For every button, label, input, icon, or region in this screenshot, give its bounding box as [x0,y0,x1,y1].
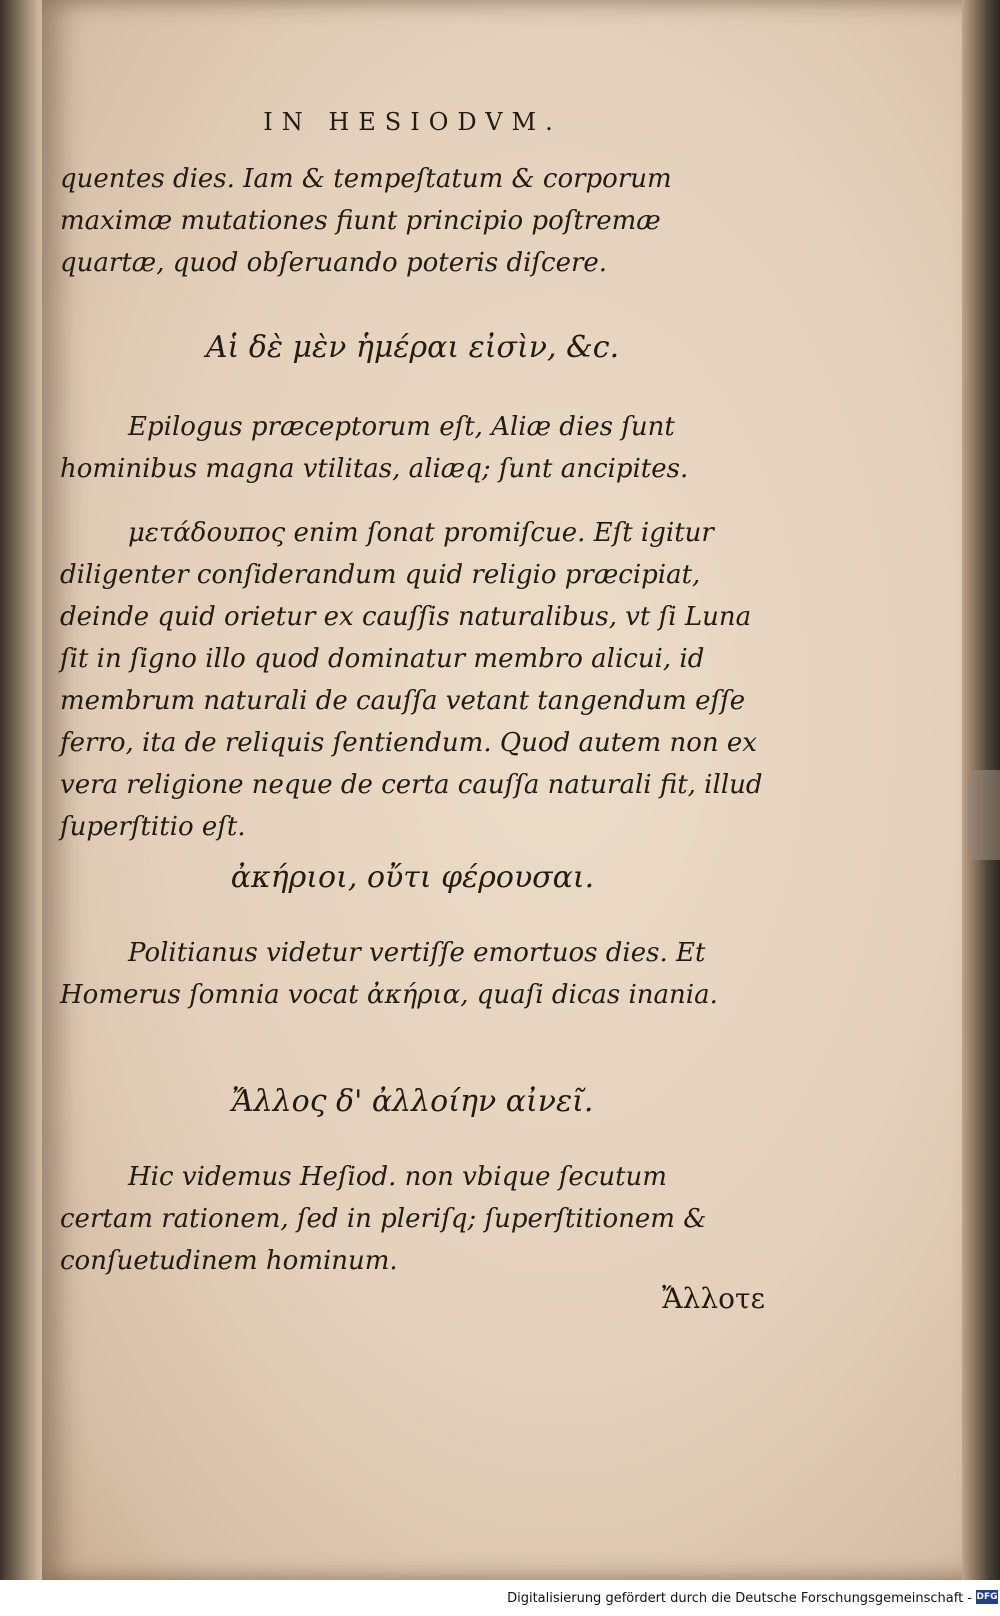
paragraph-text: Hic videmus Heſiod. non vbique ſecutum certam rationem, ſed in pleriſq; ſuperſtitionem & conſuetudinem hominum. [60,1162,707,1276]
paragraph-4 [60,932,765,1016]
catchword: Ἄλλοτε [662,1282,765,1315]
digitization-footer [0,1580,1000,1616]
greek-lemma-1: Αἱ δὲ μὲν ἡμέραι εἰσὶν, &c. [205,330,620,365]
paragraph-1 [60,158,765,284]
paragraph-text: Politianus videtur vertiſſe emortuos dies. Et Homerus ſomnia vocat ἀκήρια, quaſi dicas inania. [60,938,718,1010]
running-title: IN HESIODVM. [263,108,562,136]
paragraph-text: quentes dies. Iam & tempeſtatum & corporum maximæ mutationes fiunt principio poſtremæ quartæ, quod obſeruando poteris diſcere. [60,164,672,278]
left-page-edge [0,0,48,1580]
page-tab-marker [968,770,1000,860]
funding-credit: Digitalisierung gefördert durch die Deutsche Forschungsgemeinschaft - [507,1591,972,1606]
paragraph-2 [60,406,765,490]
dfg-logo: DFG [976,1592,998,1602]
paragraph-text: Epilogus præceptorum eſt, Aliæ dies ſunt hominibus magna vtilitas, aliæq; ſunt ancipites. [60,412,689,484]
paragraph-text: μετάδουπος enim ſonat promiſcue. Eſt igitur diligenter conſiderandum quid religio præcipiat, deinde quid orietur ex cauſſis naturalibus, vt ſi Luna ſit in ſigno illo quod dominatur membro alicui, id membrum naturali de cauſſa vetant tangendum eſſe ferro, ita de reliquis ſentiendum. Quod autem non ex vera religione neque de certa cauſſa naturali fit, illud ſuperſtitio eſt. [60,518,763,842]
greek-lemma-2: ἀκήριοι, οὔτι φέρουσαι. [230,860,595,895]
paragraph-3 [60,512,765,848]
paragraph-5 [60,1156,765,1282]
greek-lemma-3: Ἄλλος δ' ἀλλοίην αἰνεῖ. [231,1084,594,1119]
